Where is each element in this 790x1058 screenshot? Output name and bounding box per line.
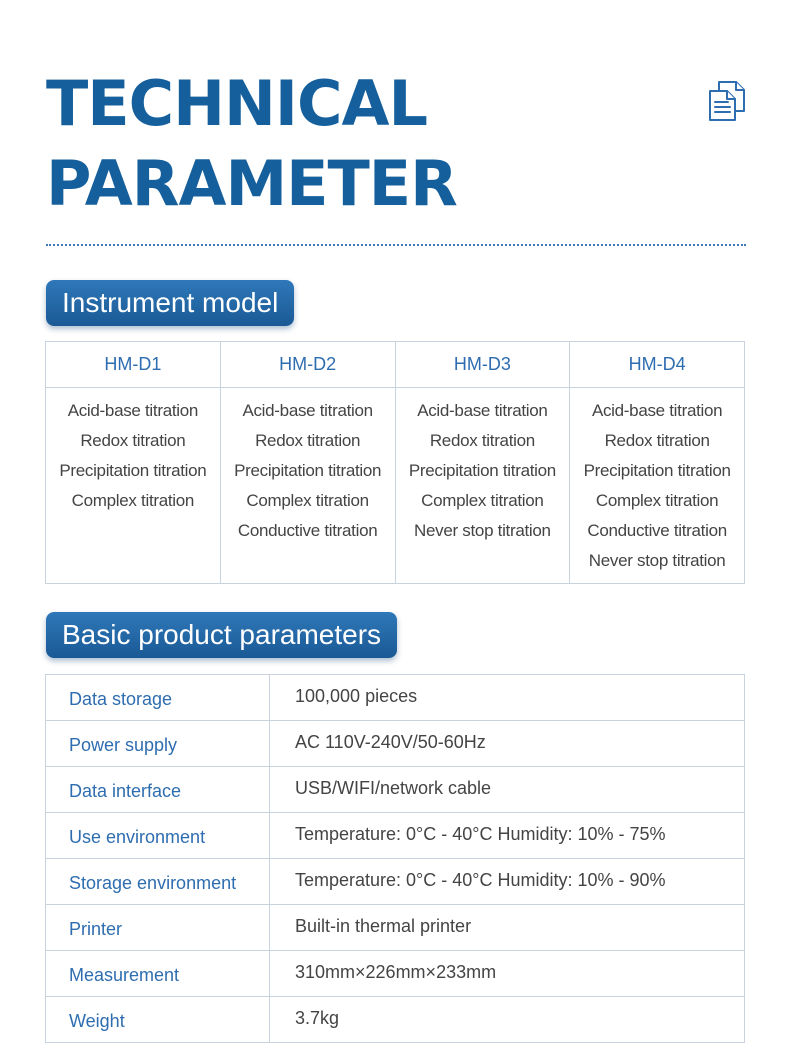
param-row-printer — [46, 904, 744, 950]
model-header: HM-D3 — [396, 342, 570, 388]
document-copy-icon — [706, 80, 748, 122]
model-function-item: Acid-base titration — [67, 401, 199, 420]
param-value: AC 110V-240V/50-60Hz — [295, 732, 486, 752]
param-row-measurement — [46, 950, 744, 996]
model-function-item: Complex titration — [595, 491, 719, 510]
param-row-data-storage — [46, 675, 744, 720]
model-function-item: Conductive titration — [587, 521, 727, 540]
model-function-item: Acid-base titration — [242, 401, 373, 420]
model-function-item: Precipitation titration — [234, 461, 382, 480]
param-label: Storage environment — [46, 859, 270, 904]
model-column-hm-d2 — [220, 342, 395, 583]
param-label: Data storage — [46, 675, 270, 720]
section-title-basic-parameters: Basic product parameters — [46, 612, 397, 658]
model-function-list — [221, 388, 395, 546]
param-row-storage-environment — [46, 858, 744, 904]
param-row-data-interface — [46, 766, 744, 812]
page-title — [46, 64, 457, 224]
section-title-instrument-model: Instrument model — [46, 280, 294, 326]
model-function-item: Redox titration — [80, 431, 186, 450]
param-value: USB/WIFI/network cable — [295, 778, 492, 798]
param-label: Weight — [46, 997, 270, 1042]
model-function-item: Precipitation titration — [59, 461, 207, 480]
model-function-item: Precipitation titration — [408, 461, 556, 480]
param-row-use-environment — [46, 812, 744, 858]
model-function-list — [396, 388, 570, 546]
param-value: 100,000 pieces — [295, 686, 418, 706]
param-label: Power supply — [46, 721, 270, 766]
param-row-weight — [46, 996, 744, 1042]
param-label: Data interface — [46, 767, 270, 812]
model-function-list — [570, 388, 744, 576]
model-column-hm-d3 — [395, 342, 570, 583]
model-function-item: Redox titration — [255, 431, 361, 450]
model-function-item: Redox titration — [604, 431, 710, 450]
model-column-hm-d4 — [569, 342, 744, 583]
model-column-hm-d1 — [46, 342, 220, 583]
model-function-list — [46, 388, 220, 516]
model-function-item: Conductive titration — [237, 521, 378, 540]
param-row-power-supply — [46, 720, 744, 766]
param-label: Measurement — [46, 951, 270, 996]
page-title-line-2: PARAMETER — [46, 147, 457, 220]
title-divider — [46, 244, 746, 246]
model-function-item: Complex titration — [246, 491, 369, 510]
model-function-item: Complex titration — [421, 491, 544, 510]
model-function-item: Acid-base titration — [591, 401, 723, 420]
param-value: Temperature: 0°C - 40°C Humidity: 10% - 75% — [295, 824, 666, 844]
model-header: HM-D4 — [570, 342, 744, 388]
model-header: HM-D1 — [46, 342, 220, 388]
basic-parameters-table — [45, 674, 745, 1043]
param-value: Built-in thermal printer — [295, 916, 472, 936]
model-function-item: Acid-base titration — [417, 401, 548, 420]
param-label: Use environment — [46, 813, 270, 858]
param-value: Temperature: 0°C - 40°C Humidity: 10% - 90% — [295, 870, 666, 890]
page-title-line-1: TECHNICAL — [46, 67, 427, 140]
model-function-item: Redox titration — [429, 431, 535, 450]
model-function-item: Complex titration — [71, 491, 195, 510]
param-value: 3.7kg — [295, 1008, 340, 1028]
param-label: Printer — [46, 905, 270, 950]
model-header: HM-D2 — [221, 342, 395, 388]
model-function-item: Never stop titration — [414, 521, 551, 540]
param-value: 310mm×226mm×233mm — [295, 962, 497, 982]
model-function-item: Precipitation titration — [583, 461, 731, 480]
model-function-item: Never stop titration — [588, 551, 726, 570]
instrument-model-table — [45, 341, 745, 584]
